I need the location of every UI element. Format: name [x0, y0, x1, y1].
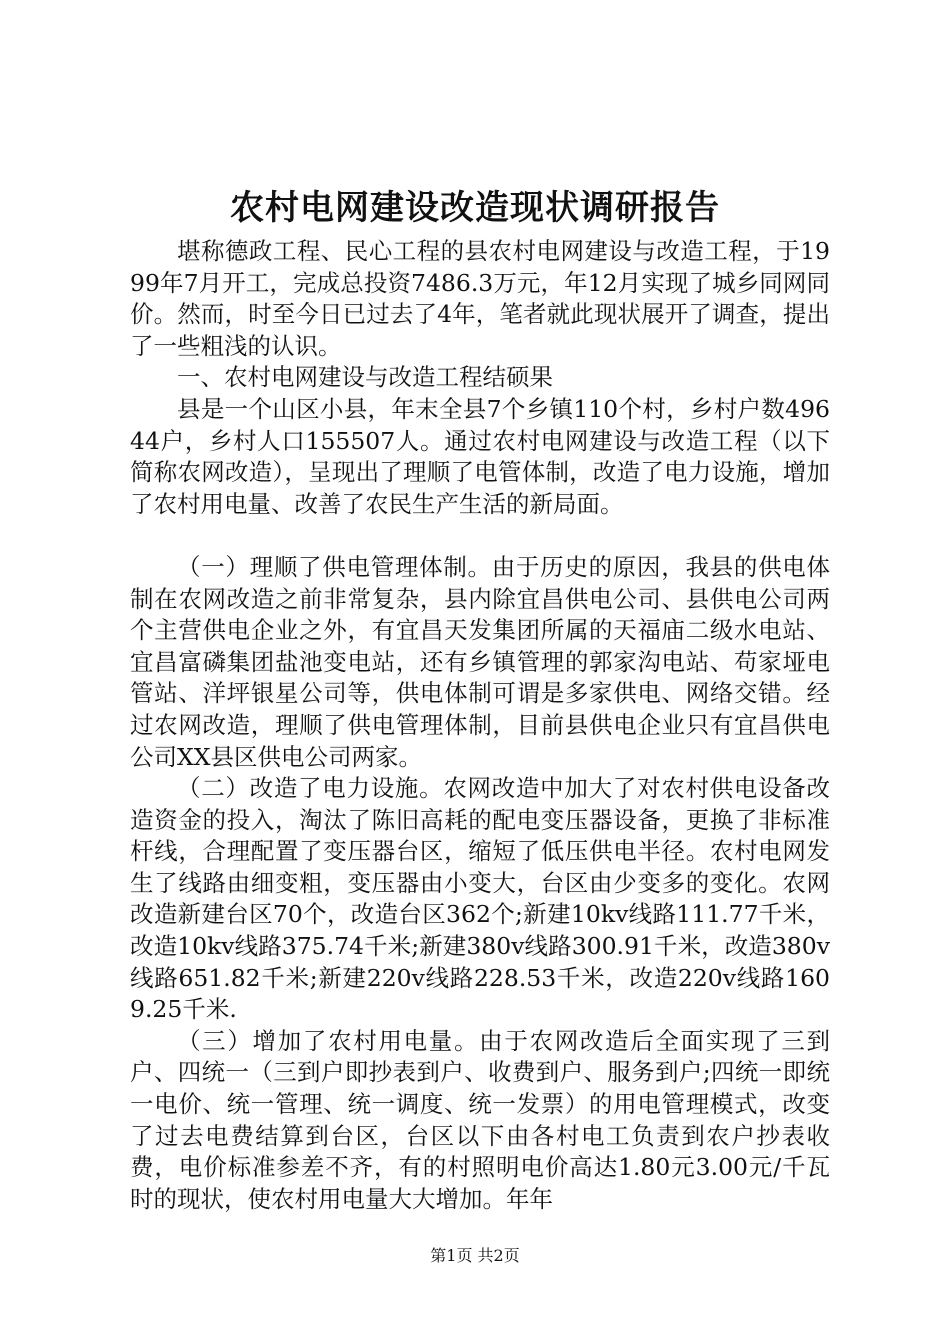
- document-body: [130, 236, 830, 1215]
- subsection-1-paragraph: （一）理顺了供电管理体制。由于历史的原因，我县的供电体制在农网改造之前非常复杂，县内除宜昌供电公司、县供电公司两个主营供电企业之外，有宜昌天发集团所属的天福庙二级水电站、宜昌富磷集团盐池变电站，还有乡镇管理的郭家沟电站、苟家垭电管站、洋坪银星公司等，供电体制可谓是多家供电、网络交错。经过农网改造，理顺了供电管理体制，目前县供电企业只有宜昌供电公司XX县区供电公司两家。: [130, 552, 830, 771]
- page-footer: 第1页 共2页: [430, 1246, 520, 1265]
- section-heading: 一、农村电网建设与改造工程结硕果: [177, 363, 553, 392]
- intro-paragraph: 堪称德政工程、民心工程的县农村电网建设与改造工程，于1999年7月开工，完成总投资7486.3万元，年12月实现了城乡同网同价。然而，时至今日已过去了4年，笔者就此现状展开了调查，提出了一些粗浅的认识。: [130, 237, 830, 360]
- subsection-3-paragraph: （三）增加了农村用电量。由于农网改造后全面实现了三到户、四统一（三到户即抄表到户、收费到户、服务到户;四统一即统一电价、统一管理、统一调度、统一发票）的用电管理模式，改变了过去电费结算到台区，台区以下由各村电工负责到农户抄表收费，电价标准参差不齐，有的村照明电价高达1.80元3.00元/千瓦时的现状，使农村用电量大大增加。年年: [130, 1026, 830, 1213]
- document-title: 农村电网建设改造现状调研报告: [230, 188, 720, 228]
- subsection-2-paragraph: （二）改造了电力设施。农网改造中加大了对农村供电设备改造资金的投入，淘汰了陈旧高耗的配电变压器设备，更换了非标准杆线，合理配置了变压器台区，缩短了低压供电半径。农村电网发生了线路由细变粗，变压器由小变大，台区由少变多的变化。农网改造新建台区70个，改造台区362个;新建10kv线路111.77千米，改造10kv线路375.74千米;新建380v线路300.91千米，改造380v线路651.82千米;新建220v线路228.53千米，改造220v线路1609.25千米.: [130, 774, 830, 1024]
- paragraph-spacer: [130, 520, 830, 552]
- overview-paragraph: 县是一个山区小县，年末全县7个乡镇110个村，乡村户数49644户，乡村人口155507人。通过农村电网建设与改造工程（以下简称农网改造），呈现出了理顺了电管体制，改造了电力设施，增加了农村用电量、改善了农民生产生活的新局面。: [130, 394, 830, 518]
